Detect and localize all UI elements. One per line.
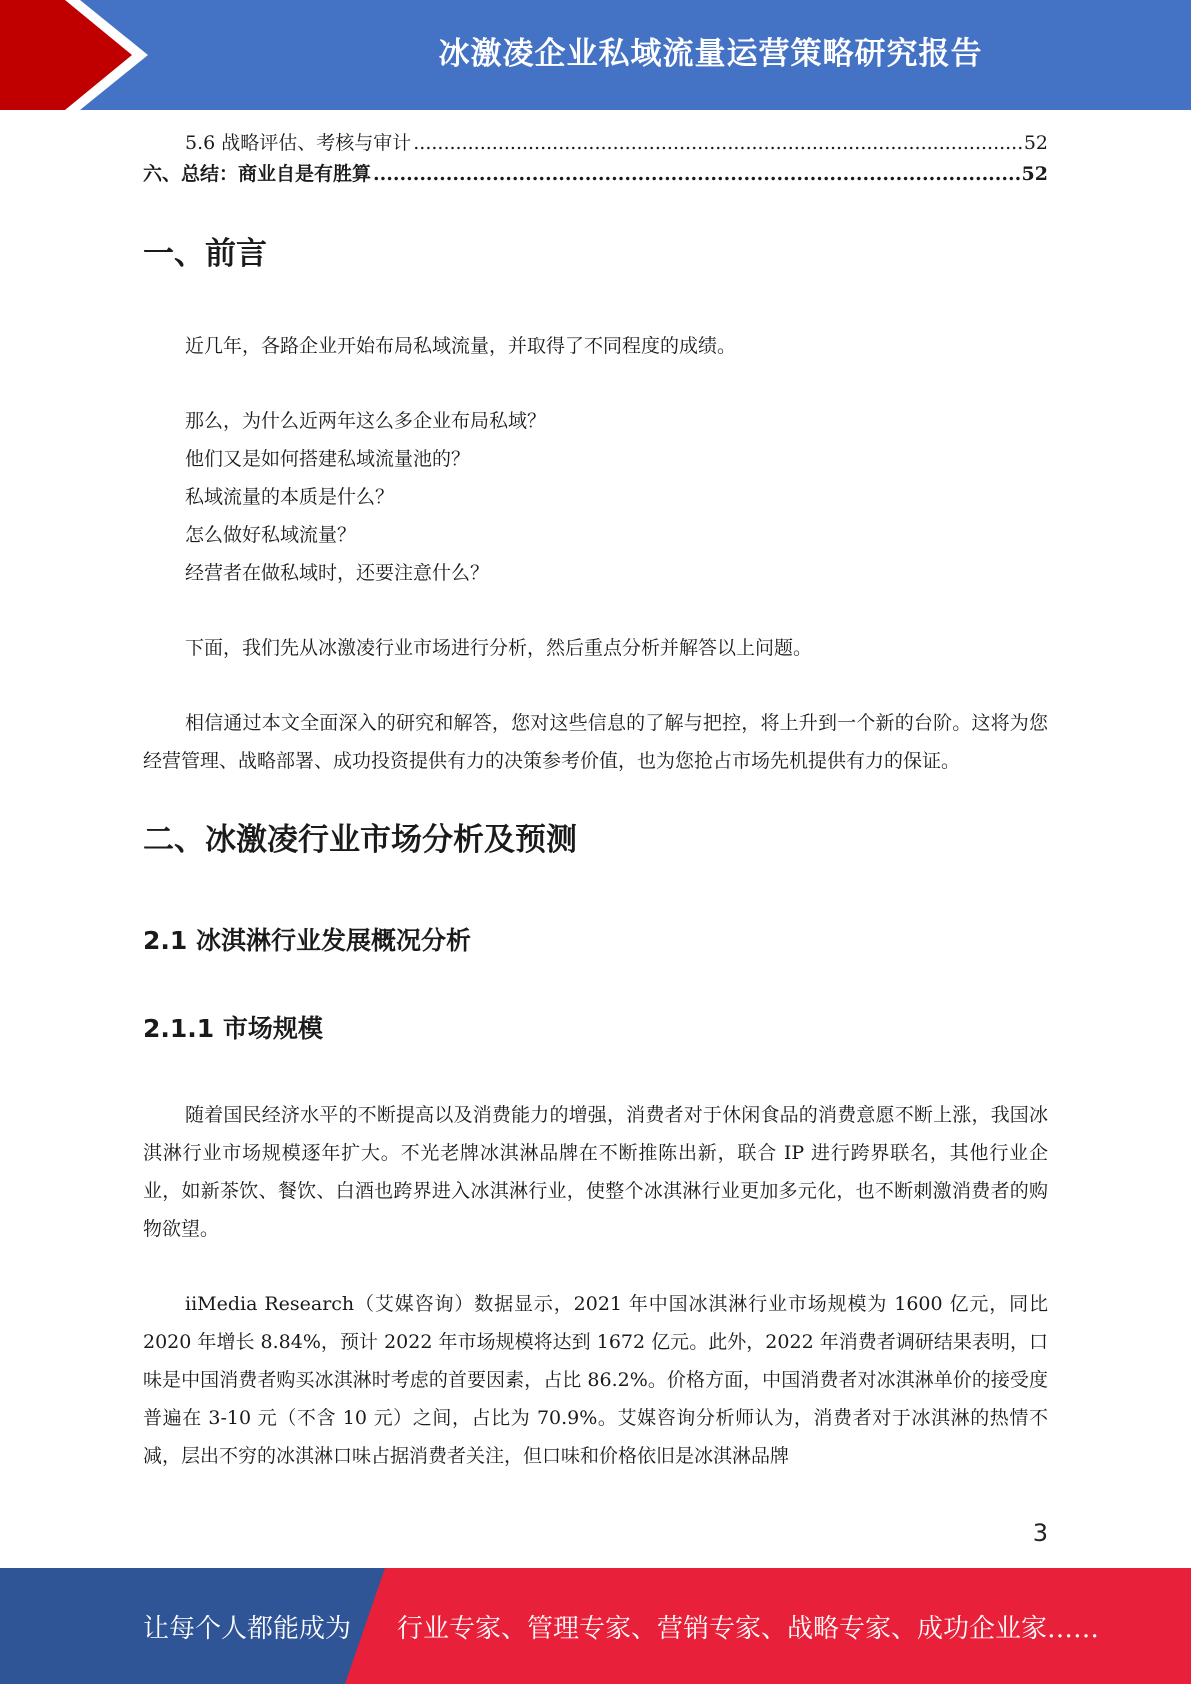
question-line: 私域流量的本质是什么？ [185, 486, 395, 508]
toc-entry-label: 六、总结：商业自是有胜算 [143, 163, 372, 185]
question-line: 他们又是如何搭建私域流量池的？ [185, 448, 471, 470]
page-header [0, 0, 1191, 110]
toc-entry[interactable] [143, 159, 1048, 190]
section-heading: 二、冰激凌行业市场分析及预测 [143, 822, 577, 858]
footer-slogan-left: 让每个人都能成为 [143, 1614, 352, 1644]
subsection-heading: 2.1.1 市场规模 [143, 1014, 323, 1043]
paragraph: 下面，我们先从冰激凌行业市场进行分析，然后重点分析并解答以上问题。 [185, 637, 813, 659]
toc-entry-page: 52 [1021, 163, 1048, 185]
page-content [143, 128, 1048, 1475]
subsection-heading: 2.1 冰淇淋行业发展概况分析 [143, 926, 471, 955]
header-chevron-decoration [0, 0, 160, 110]
paragraph: 近几年，各路企业开始布局私域流量，并取得了不同程度的成绩。 [185, 335, 737, 357]
section-heading: 一、前言 [143, 236, 267, 272]
toc-leader-dots [373, 159, 1020, 190]
paragraph: 相信通过本文全面深入的研究和解答，您对这些信息的了解与把控，将上升到一个新的台阶。这将为您经营管理、战略部署、成功投资提供有力的决策参考价值，也为您抢占市场先机提供有力的保证。 [143, 712, 1048, 772]
page-footer [0, 1568, 1191, 1684]
page-number: 3 [1032, 1519, 1048, 1547]
paragraph: 随着国民经济水平的不断提高以及消费能力的增强，消费者对于休闲食品的消费意愿不断上涨，我国冰淇淋行业市场规模逐年扩大。不光老牌冰淇淋品牌在不断推陈出新，联合 IP 进行跨界联名，其他行业企业，如新茶饮、餐饮、白酒也跨界进入冰淇淋行业，使整个冰淇淋行业更加多元化，也不断刺激消费者的购物欲望。 [143, 1104, 1048, 1240]
question-line: 经营者在做私域时，还要注意什么？ [185, 562, 490, 584]
toc-entry-page: 52 [1023, 132, 1048, 154]
toc-entry[interactable] [143, 128, 1048, 159]
question-line: 怎么做好私域流量？ [185, 524, 357, 546]
question-line: 那么，为什么近两年这么多企业布局私域？ [185, 410, 547, 432]
paragraph: iiMedia Research（艾媒咨询）数据显示，2021 年中国冰淇淋行业市场规模为 1600 亿元，同比 2020 年增长 8.84%，预计 2022 年市场规模将达到 1672 亿元。此外，2022 年消费者调研结果表明，口味是中国消费者购买冰淇淋时考虑的首要因素，占比 86.2%。价格方面，中国消费者对冰淇淋单价的接受度普遍在 3-10 元（不含 10 元）之间，占比为 70.9%。艾媒咨询分析师认为，消费者对于冰淇淋的热情不减，层出不穷的冰淇淋口味占据消费者关注，但口味和价格依旧是冰淇淋品牌 [143, 1293, 1048, 1467]
toc-entry-label: 5.6 战略评估、考核与审计 [185, 132, 412, 154]
footer-slogan-right: 行业专家、管理专家、营销专家、战略专家、成功企业家…… [397, 1614, 1100, 1644]
question-list [143, 402, 1048, 592]
toc-leader-dots [413, 128, 1022, 159]
report-title: 冰激凌企业私域流量运营策略研究报告 [438, 36, 983, 72]
